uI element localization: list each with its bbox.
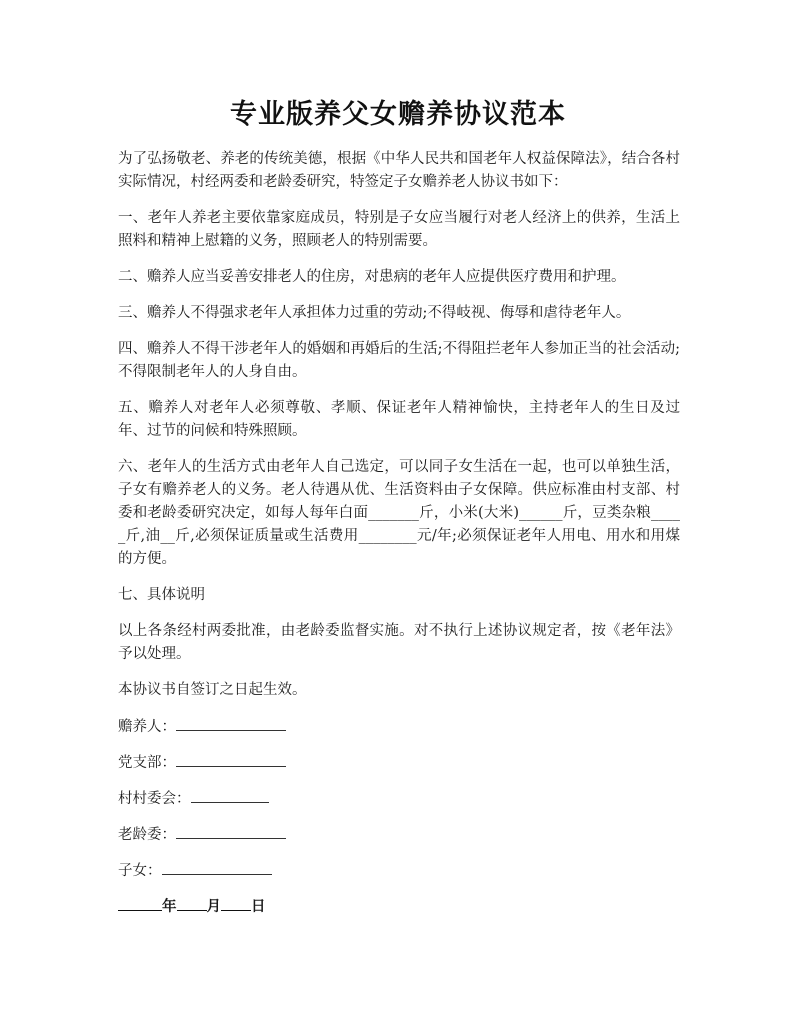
document-title: 专业版养父女赡养协议范本 xyxy=(230,99,566,130)
document-body xyxy=(118,148,680,919)
clause-5: 五、赡养人对老年人必须尊敬、孝顺、保证老年人精神愉快，主持老年人的生日及过年、过节的问候和特殊照顾。 xyxy=(118,400,680,439)
signature-aging-committee xyxy=(118,823,680,846)
clause-7: 七、具体说明 xyxy=(118,587,205,603)
day-label: 日 xyxy=(251,899,266,915)
signature-line[interactable] xyxy=(191,787,269,803)
signature-line[interactable] xyxy=(176,715,286,731)
signature-supporter xyxy=(118,715,680,738)
clause-6: 六、老年人的生活方式由老年人自己选定，可以同子女生活在一起，也可以单独生活，子女有赡养老人的义务。老人待遇从优、生活资料由子女保障。供应标准由村支部、村委和老龄委研究决定，如每人每年白面_______斤，小米(大米)______斤，豆类杂粮_____斤,油__斤,必须保证质量或生活费用________元/年;必须保证老年人用电、用水和用煤的方便。 xyxy=(118,459,680,567)
month-blank[interactable] xyxy=(177,895,207,911)
clause-1: 一、老年人养老主要依靠家庭成员，特别是子女应当履行对老人经济上的供养，生活上照料和精神上慰籍的义务，照顾老人的特别需要。 xyxy=(118,210,680,249)
signature-label: 赡养人： xyxy=(118,719,176,735)
signature-label: 村村委会： xyxy=(118,791,191,807)
year-label: 年 xyxy=(162,899,177,915)
signature-children xyxy=(118,859,680,882)
signature-line[interactable] xyxy=(176,823,286,839)
signature-label: 老龄委： xyxy=(118,827,176,843)
intro-paragraph: 为了弘扬敬老、养老的传统美德，根据《中华人民共和国老年人权益保障法》，结合各村实际情况，村经两委和老龄委研究，特签定子女赡养老人协议书如下： xyxy=(118,151,680,190)
signature-village-committee xyxy=(118,787,680,810)
signature-line[interactable] xyxy=(176,751,286,767)
signature-line[interactable] xyxy=(162,859,272,875)
clause-3: 三、赡养人不得强求老年人承担体力过重的劳动;不得岐视、侮辱和虐待老年人。 xyxy=(118,305,631,321)
year-blank[interactable] xyxy=(118,895,162,911)
enforcement-paragraph: 以上各条经村两委批准，由老龄委监督实施。对不执行上述协议规定者，按《老年法》予以处理。 xyxy=(118,623,680,662)
clause-2: 二、赡养人应当妥善安排老人的住房，对患病的老年人应提供医疗费用和护理。 xyxy=(118,269,626,285)
signature-party-branch xyxy=(118,751,680,774)
month-label: 月 xyxy=(206,899,221,915)
day-blank[interactable] xyxy=(221,895,251,911)
date-row xyxy=(118,895,680,919)
signature-label: 党支部： xyxy=(118,755,176,771)
clause-4: 四、赡养人不得干涉老年人的婚姻和再婚后的生活;不得阻拦老年人参加正当的社会活动;不得限制老年人的人身自由。 xyxy=(118,341,680,380)
signature-label: 子女： xyxy=(118,863,162,879)
effective-paragraph: 本协议书自签订之日起生效。 xyxy=(118,682,307,698)
